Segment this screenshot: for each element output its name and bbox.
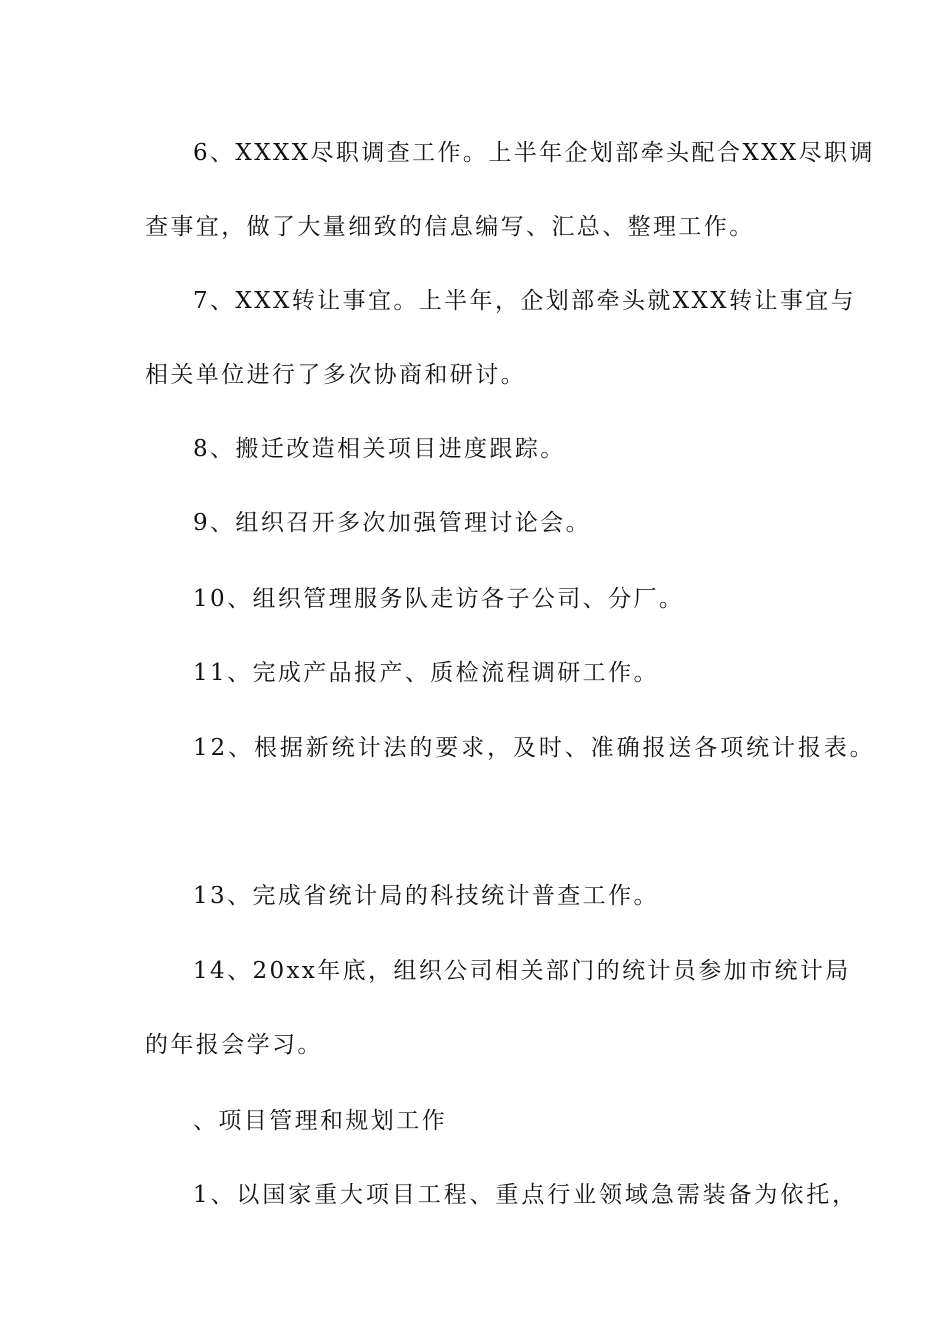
text-line-section-item-1: 1、以国家重大项目工程、重点行业领域急需装备为依托， — [193, 1182, 859, 1208]
text-line-item-8: 8、搬迁改造相关项目进度跟踪。 — [193, 436, 566, 462]
text-line-item-6-start: 6、XXXX尽职调查工作。上半年企划部牵头配合XXX尽职调 — [193, 140, 875, 166]
text-line-item-7-start: 7、XXX转让事宜。上半年，企划部牵头就XXX转让事宜与 — [193, 288, 857, 314]
text-line-item-14-end: 的年报会学习。 — [145, 1032, 323, 1058]
text-line-item-9: 9、组织召开多次加强管理讨论会。 — [193, 510, 592, 536]
text-line-item-13: 13、完成省统计局的科技统计普查工作。 — [193, 883, 659, 909]
text-line-item-12: 12、根据新统计法的要求，及时、准确报送各项统计报表。 — [193, 735, 876, 761]
text-line-item-10: 10、组织管理服务队走访各子公司、分厂。 — [193, 586, 685, 612]
text-line-item-6-end: 查事宜，做了大量细致的信息编写、汇总、整理工作。 — [145, 214, 755, 240]
text-line-item-11: 11、完成产品报产、质检流程调研工作。 — [193, 660, 659, 686]
section-heading: 、项目管理和规划工作 — [193, 1108, 447, 1134]
text-line-item-7-end: 相关单位进行了多次协商和研讨。 — [145, 362, 526, 388]
text-line-item-14-start: 14、20xx年底，组织公司相关部门的统计员参加市统计局 — [193, 958, 851, 984]
